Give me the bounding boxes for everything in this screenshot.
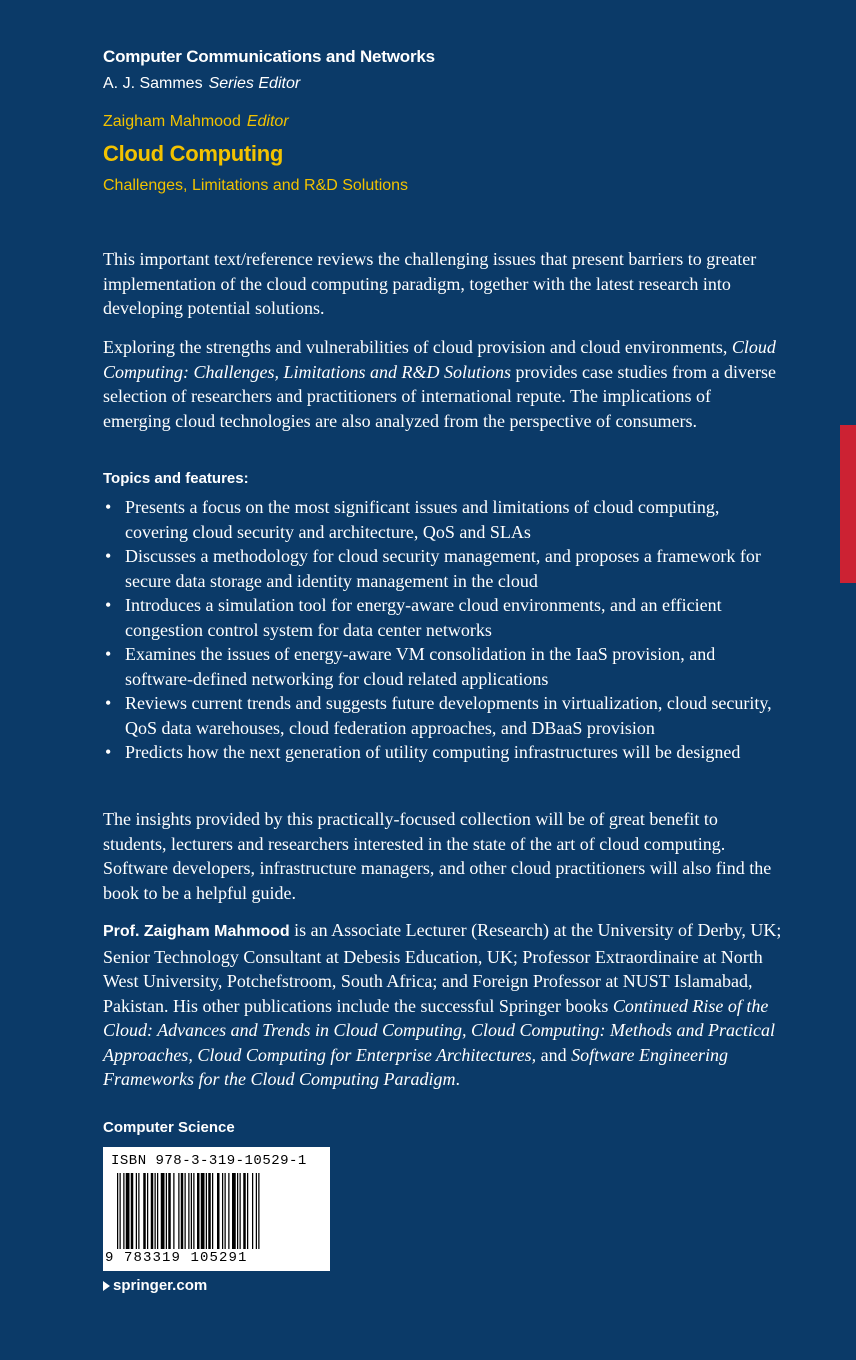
subject-category: Computer Science	[103, 1119, 235, 1136]
isbn-label: ISBN 978-3-319-10529-1	[111, 1153, 307, 1169]
topics-list	[103, 495, 783, 765]
author-bio-text: is an Associate Lecturer (Research) at the University of Derby, UK; Senior Technology Consultant at Debesis Education, UK; Professor Extraordinaire at North West University, Potchefstroom, South Africa; and Foreign Professor at NUST Islamabad, Pakistan. His other publications include the successful Springer books	[103, 920, 782, 1016]
description-p2-start: Exploring the strengths and vulnerabilities of cloud provision and cloud environments,	[103, 337, 732, 357]
author-name: Prof. Zaigham Mahmood	[103, 923, 290, 940]
series-editor-name: A. J. Sammes	[103, 75, 203, 92]
book-editor	[103, 113, 289, 131]
topic-item: • Reviews current trends and suggests future developments in virtualization, cloud security, QoS data warehouses, cloud federation approaches, and DBaaS provision	[103, 691, 783, 740]
author-bio	[103, 918, 783, 1092]
author-books-2: Software Engineering Frameworks for the Cloud Computing Paradigm	[103, 1044, 728, 1089]
topic-item: • Presents a focus on the most significant issues and limitations of cloud computing, covering cloud security and architecture, QoS and SLAs	[103, 495, 783, 544]
barcode-bars	[117, 1173, 317, 1249]
author-books-1: Continued Rise of the Cloud: Advances and Trends in Cloud Computing, Cloud Computing: Methods and Practical Approaches, Cloud Computing for Enterprise Architectures,	[103, 995, 775, 1065]
topic-item: • Introduces a simulation tool for energy-aware cloud environments, and an efficient congestion control system for data center networks	[103, 593, 783, 642]
arrow-right-icon	[103, 1281, 110, 1291]
description-p2-end: provides case studies from a diverse selection of researchers and practitioners of international repute. The implications of emerging cloud technologies are also analyzed from the perspective of consumers.	[103, 361, 776, 431]
author-bio-end: .	[455, 1069, 461, 1089]
ean-digits: 9 783319 105291	[105, 1250, 248, 1266]
book-editor-name: Zaigham Mahmood	[103, 113, 241, 130]
book-editor-role: Editor	[246, 113, 289, 130]
topic-item: • Predicts how the next generation of utility computing infrastructures will be designed	[103, 740, 783, 765]
description-p2-book-title: Cloud Computing: Challenges, Limitations and R&D Solutions	[103, 337, 776, 382]
red-edge-tab	[840, 425, 856, 583]
book-title: Cloud Computing	[103, 141, 284, 166]
book-subtitle: Challenges, Limitations and R&D Solutions	[103, 177, 409, 194]
publisher-website[interactable]	[103, 1277, 207, 1294]
isbn-barcode	[103, 1147, 330, 1271]
topics-heading: Topics and features:	[103, 470, 249, 487]
description-paragraph-1: This important text/reference reviews the challenging issues that present barriers to greater implementation of the cloud computing paradigm, together with the latest research into developing potential solutions.	[103, 249, 757, 318]
series-title: Computer Communications and Networks	[103, 47, 435, 66]
description-paragraph-2	[103, 335, 783, 433]
topic-item: • Examines the issues of energy-aware VM consolidation in the IaaS provision, and software-defined networking for cloud related applications	[103, 642, 783, 691]
closing-paragraph: The insights provided by this practically-focused collection will be of great benefit to students, lecturers and researchers interested in the state of the art of cloud computing. Software developers, infrastructure managers, and other cloud practitioners will also find the book to be a helpful guide.	[103, 809, 772, 903]
topic-item: • Discusses a methodology for cloud security management, and proposes a framework for secure data storage and identity management in the cloud	[103, 544, 783, 593]
series-editor-role: Series Editor	[208, 75, 301, 92]
author-bio-and: and	[536, 1044, 572, 1065]
website-label: springer.com	[113, 1277, 208, 1294]
series-editor	[103, 75, 300, 93]
